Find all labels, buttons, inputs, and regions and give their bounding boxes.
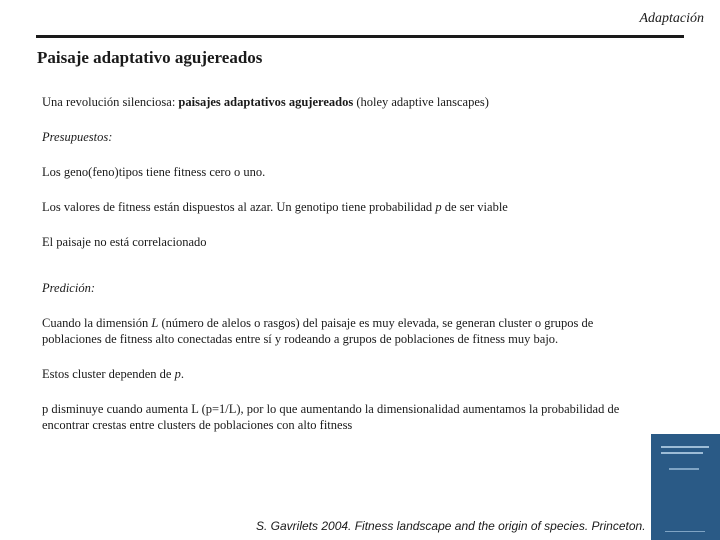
- assumption-2-prefix: Los valores de fitness están dispuestos al azar. Un genotipo tiene probabilidad: [42, 200, 436, 214]
- assumption-3: El paisaje no está correlacionado: [42, 235, 207, 249]
- book-title-line: [661, 446, 709, 448]
- slide-title: Paisaje adaptativo agujereados: [37, 48, 263, 67]
- slide-body: [42, 94, 632, 452]
- prediction-1-suffix: (número de alelos o rasgos) del paisaje es muy elevada, se generan cluster o grupos de poblaciones de fitness alto conectadas entre sí y rodeando a grupos de poblaciones de fitness muy bajo.: [42, 316, 594, 346]
- prediction-2-suffix: .: [180, 367, 184, 381]
- assumption-2: [42, 199, 632, 215]
- book-publisher-line: [665, 531, 705, 532]
- prediction-1-var: L: [151, 316, 159, 330]
- prediction-1-prefix: Cuando la dimensión: [42, 316, 152, 330]
- prediction-2: [42, 366, 632, 382]
- intro-paragraph: [42, 94, 632, 110]
- prediction-1: [42, 315, 632, 347]
- book-cover-image: [651, 434, 720, 540]
- section-title: Adaptación: [639, 11, 704, 26]
- predicion-heading: Predición:: [42, 281, 95, 295]
- assumption-2-var: p: [435, 200, 442, 214]
- presupuestos-heading: Presupuestos:: [42, 130, 113, 144]
- prediction-2-prefix: Estos cluster dependen de: [42, 367, 175, 381]
- header-divider: [36, 35, 684, 38]
- prediction-2-var: p: [174, 367, 181, 381]
- intro-suffix: (holey adaptive lanscapes): [353, 95, 489, 109]
- assumption-1: Los geno(feno)tipos tiene fitness cero o uno.: [42, 165, 266, 179]
- assumption-2-suffix: de ser viable: [441, 200, 508, 214]
- book-author-line: [669, 468, 699, 470]
- citation: S. Gavrilets 2004. Fitness landscape and the origin of species. Princeton.: [256, 519, 646, 533]
- prediction-3: p disminuye cuando aumenta L (p=1/L), por lo que aumentando la dimensionalidad aumentamos la probabilidad de encontrar crestas entre clusters de poblaciones con alto fitness: [42, 402, 620, 432]
- book-title-line: [661, 452, 703, 454]
- intro-prefix: Una revolución silenciosa:: [42, 95, 179, 109]
- intro-bold-term: paisajes adaptativos agujereados: [178, 95, 354, 109]
